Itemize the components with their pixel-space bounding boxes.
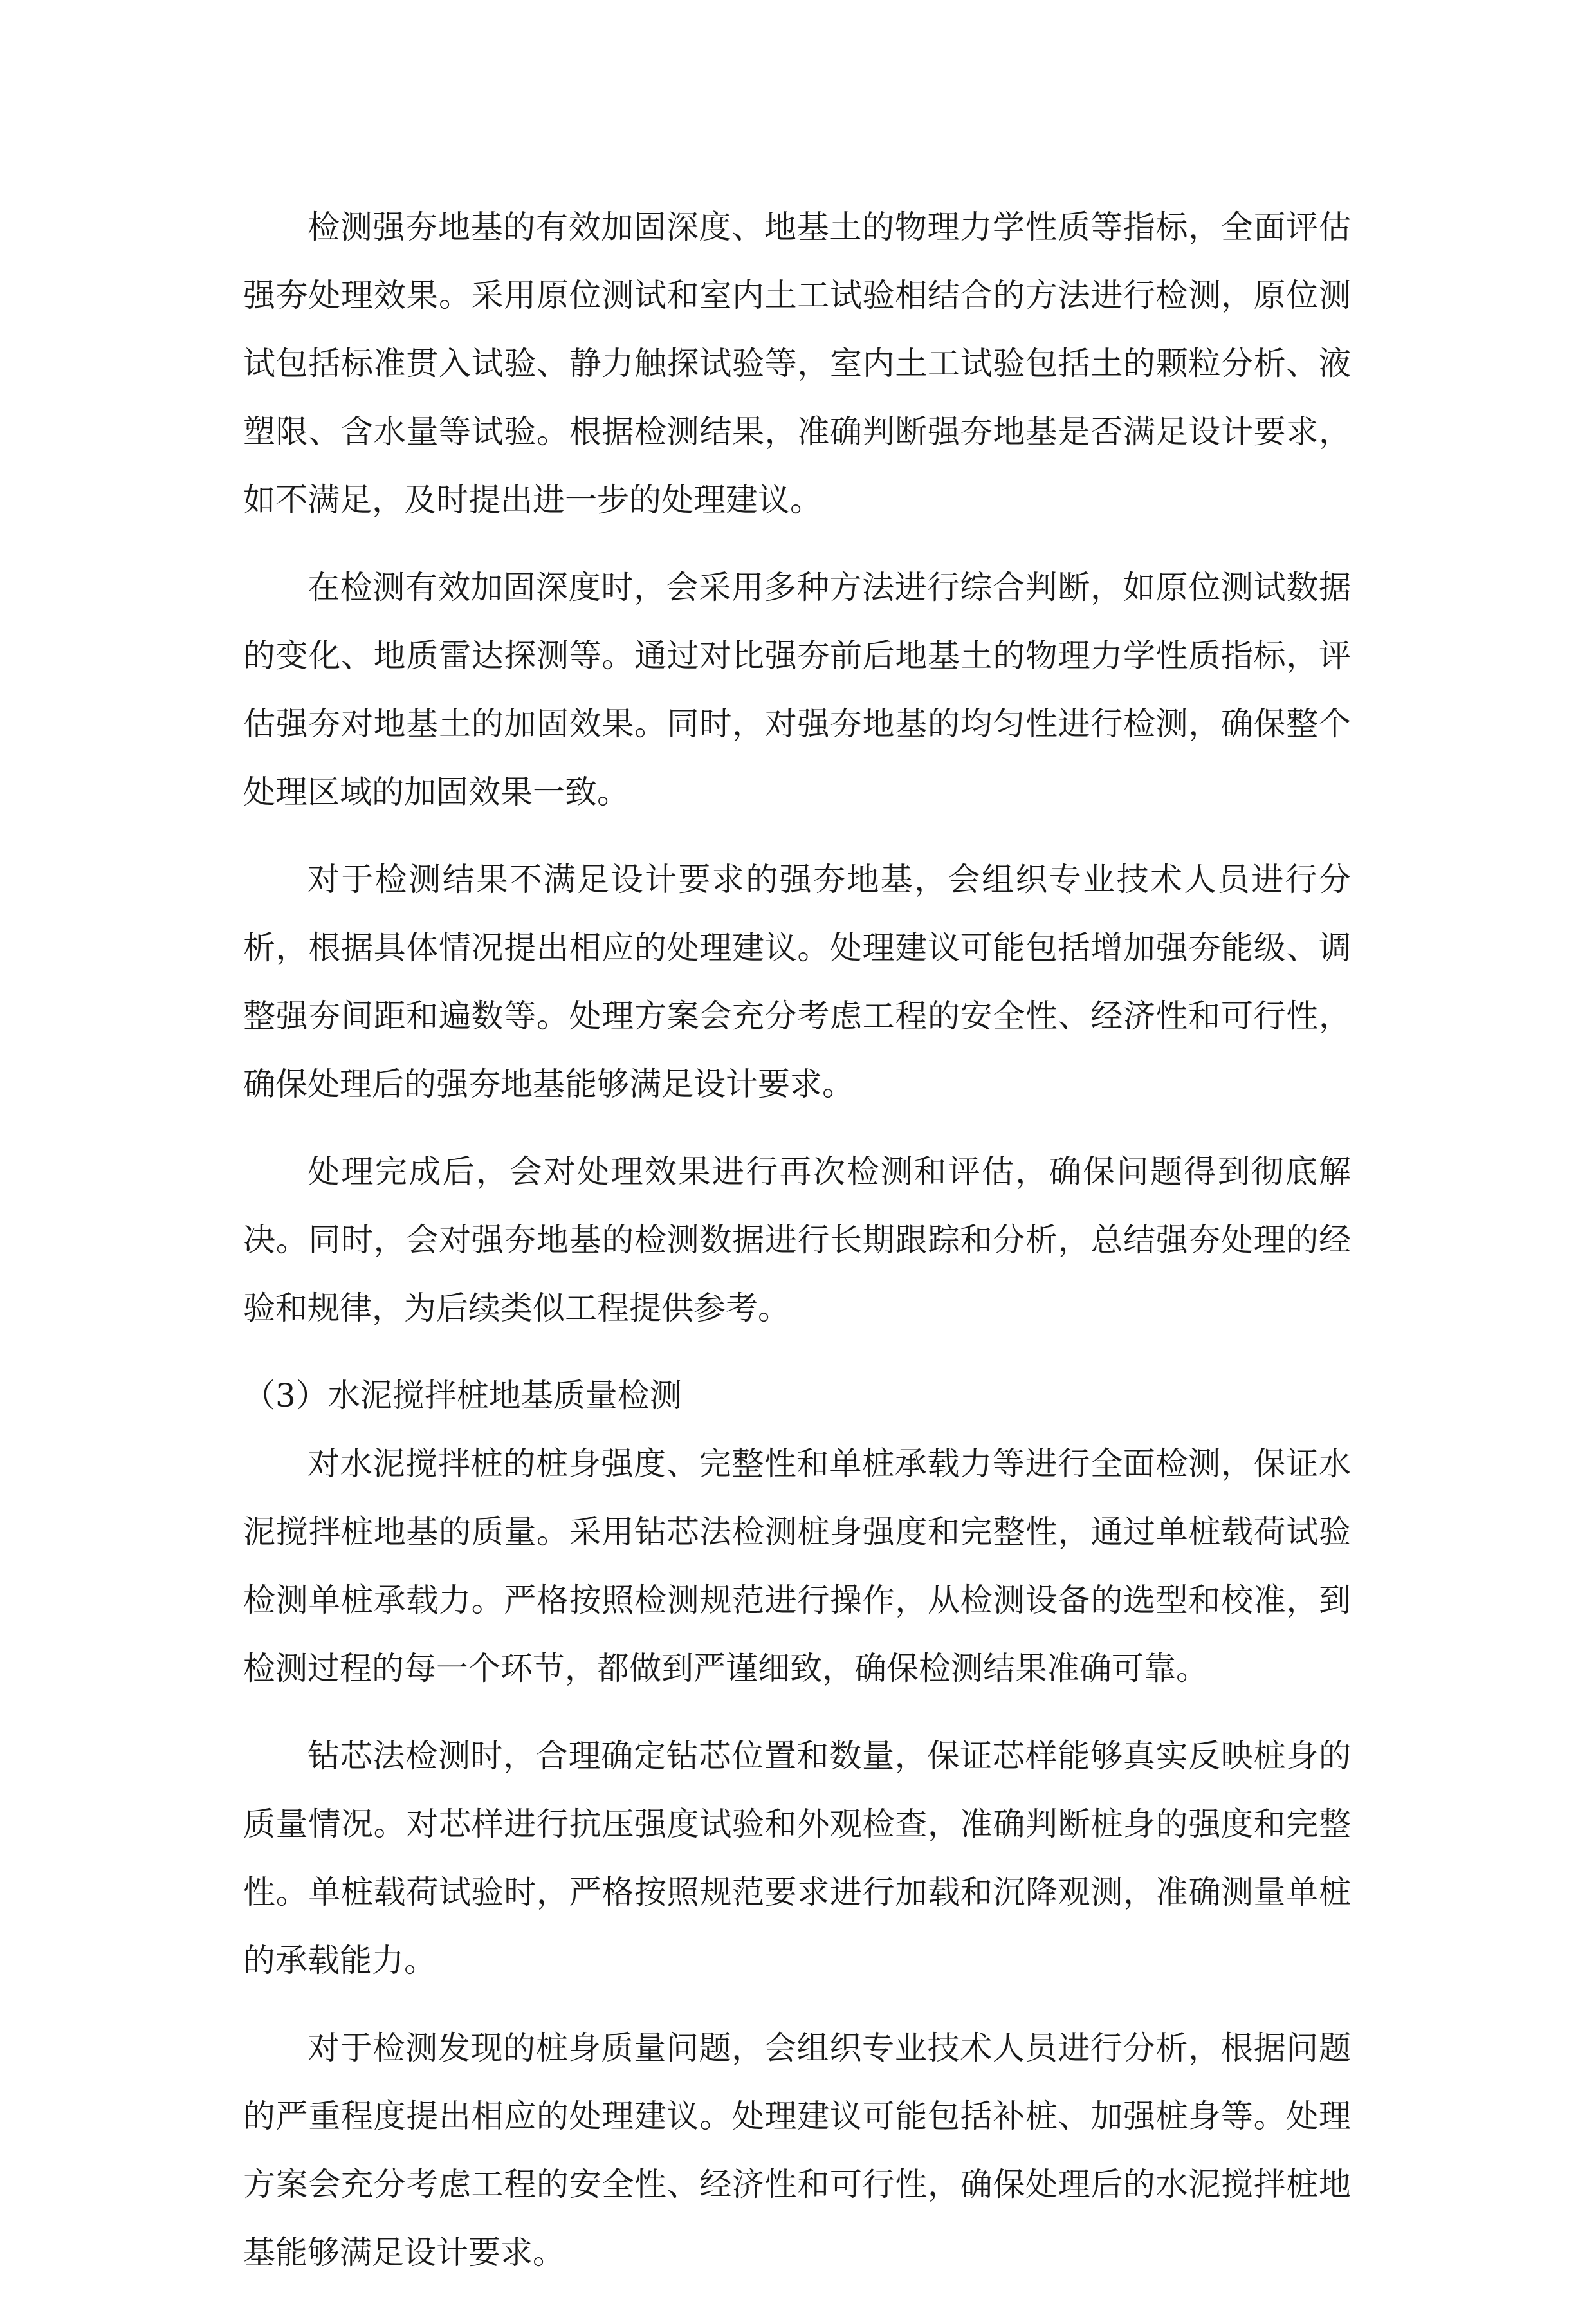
paragraph: 对于检测结果不满足设计要求的强夯地基，会组织专业技术人员进行分析，根据具体情况提出相应的处理建议。处理建议可能包括增加强夯能级、调整强夯间距和遍数等。处理方案会充分考虑工程的安全性、经济性和可行性，确保处理后的强夯地基能够满足设计要求。 [243, 861, 1351, 1103]
document-body [243, 193, 1351, 2306]
paragraph: 检测强夯地基的有效加固深度、地基土的物理力学性质等指标，全面评估强夯处理效果。采用原位测试和室内土工试验相结合的方法进行检测，原位测试包括标准贯入试验、静力触探试验等，室内土工试验包括土的颗粒分析、液塑限、含水量等试验。根据检测结果，准确判断强夯地基是否满足设计要求，如不满足，及时提出进一步的处理建议。 [243, 208, 1351, 519]
paragraph: 对水泥搅拌桩的桩身强度、完整性和单桩承载力等进行全面检测，保证水泥搅拌桩地基的质量。采用钻芯法检测桩身强度和完整性，通过单桩载荷试验检测单桩承载力。严格按照检测规范进行操作，从检测设备的选型和校准，到检测过程的每一个环节，都做到严谨细致，确保检测结果准确可靠。 [243, 1445, 1351, 1687]
paragraph: 在检测有效加固深度时，会采用多种方法进行综合判断，如原位测试数据的变化、地质雷达探测等。通过对比强夯前后地基土的物理力学性质指标，评估强夯对地基土的加固效果。同时，对强夯地基的均匀性进行检测，确保整个处理区域的加固效果一致。 [243, 569, 1351, 811]
paragraph: 钻芯法检测时，合理确定钻芯位置和数量，保证芯样能够真实反映桩身的质量情况。对芯样进行抗压强度试验和外观检查，准确判断桩身的强度和完整性。单桩载荷试验时，严格按照规范要求进行加载和沉降观测，准确测量单桩的承载能力。 [243, 1737, 1351, 1979]
paragraph: 对于检测发现的桩身质量问题，会组织专业技术人员进行分析，根据问题的严重程度提出相应的处理建议。处理建议可能包括补桩、加强桩身等。处理方案会充分考虑工程的安全性、经济性和可行性，确保处理后的水泥搅拌桩地基能够满足设计要求。 [243, 2029, 1351, 2271]
paragraph: 处理完成后，会对处理效果进行再次检测和评估，确保问题得到彻底解决。同时，会对强夯地基的检测数据进行长期跟踪和分析，总结强夯处理的经验和规律，为后续类似工程提供参考。 [243, 1153, 1351, 1327]
section-heading: （3）水泥搅拌桩地基质量检测 [243, 1377, 682, 1414]
